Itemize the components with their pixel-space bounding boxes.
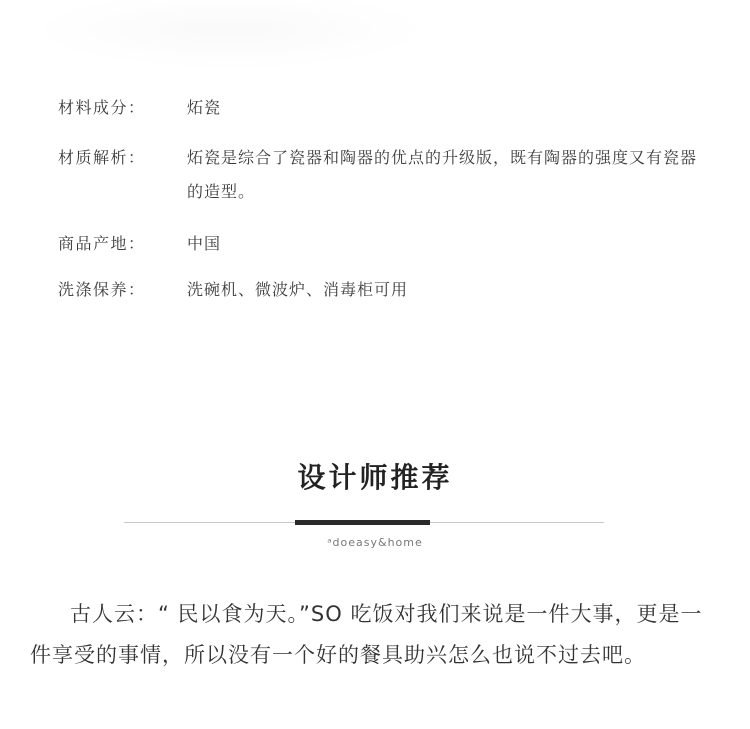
product-image-shadow (30, 0, 430, 70)
spec-value: 炻瓷是综合了瓷器和陶器的优点的升级版，既有陶器的强度又有瓷器的造型。 (187, 148, 698, 201)
spec-label: 商品产地： (58, 234, 146, 253)
spec-value: 炻瓷 (187, 98, 222, 117)
spec-value: 洗碗机、微波炉、消毒柜可用 (187, 280, 409, 299)
spec-label: 材质解析： (58, 148, 146, 167)
spec-value: 中国 (187, 234, 222, 253)
brand-caption: ᵃdoeasy&home (327, 536, 423, 549)
spec-label: 洗涤保养： (58, 280, 146, 299)
section-divider-accent (295, 520, 430, 525)
intro-paragraph: 古人云：“ 民以食为天。”SO 吃饭对我们来说是一件大事，更是一件享受的事情，所以没有一个好的餐具助兴怎么也说不过去吧。 (30, 602, 703, 667)
section-title: 设计师推荐 (297, 461, 453, 494)
spec-label: 材料成分： (58, 98, 146, 117)
